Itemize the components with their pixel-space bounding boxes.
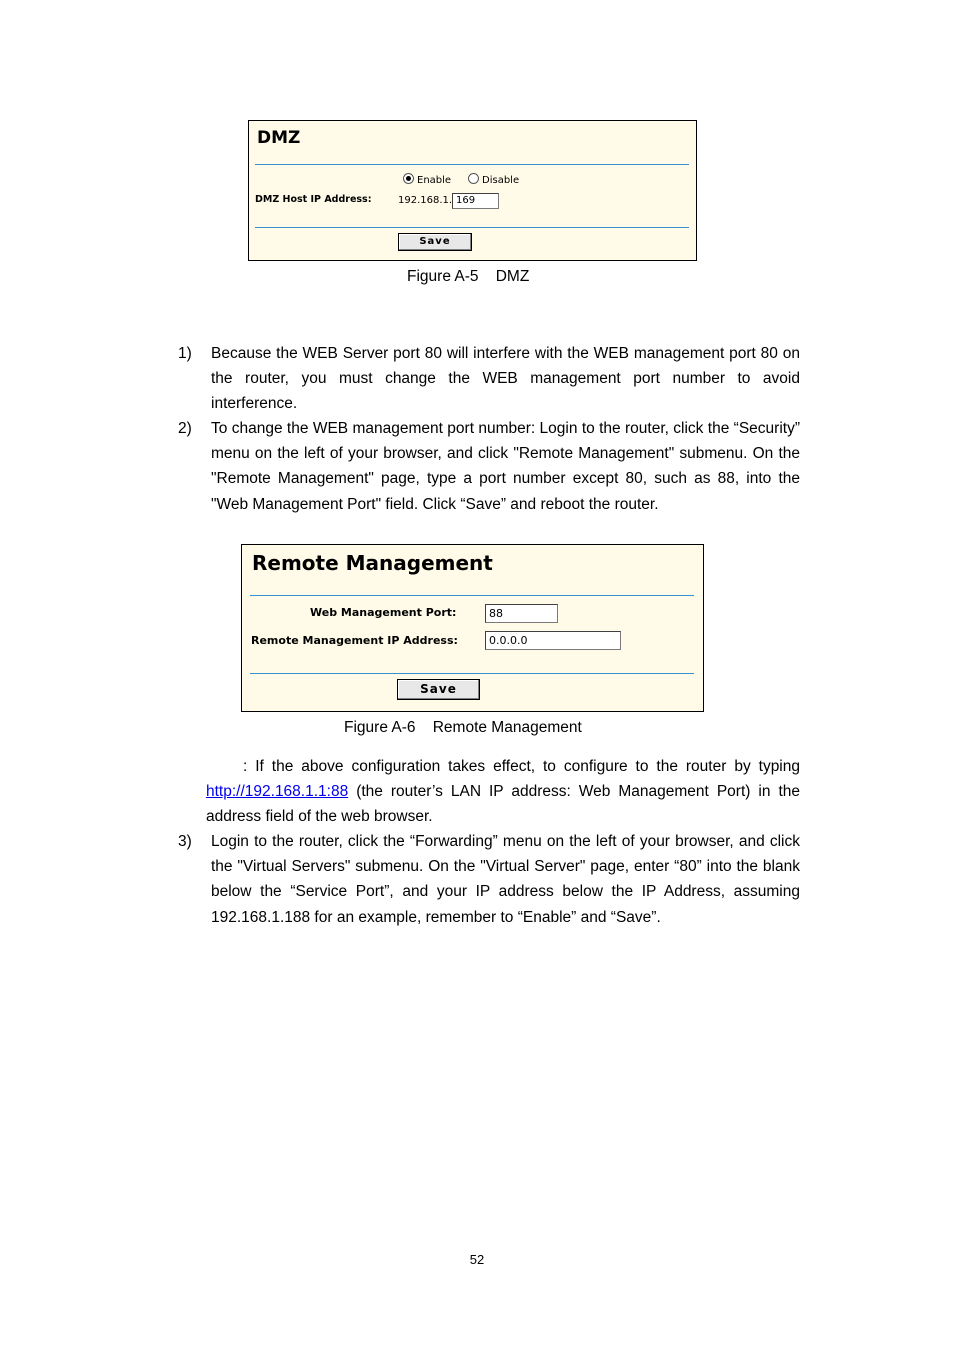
dmz-top-divider: [255, 164, 689, 165]
disable-radio-icon[interactable]: [468, 173, 479, 184]
step-2-number: 2): [178, 420, 192, 437]
enable-label: Enable: [417, 175, 452, 186]
enable-radio-icon[interactable]: [403, 173, 414, 184]
figure-a5-caption: Figure A-5 DMZ: [407, 268, 530, 285]
note-paragraph: [206, 754, 800, 830]
note-lead-text: : If the above configuration takes effect, to configure to the router by typing: [243, 758, 800, 775]
remote-management-title: Remote Management: [252, 551, 493, 575]
dmz-host-ip-last-octet-input[interactable]: 169: [452, 193, 499, 209]
step-3-number: 3): [178, 833, 192, 850]
remote-bottom-divider: [250, 673, 694, 674]
dmz-ip-prefix: 192.168.1.: [398, 195, 453, 206]
step-1-text: Because the WEB Server port 80 will interfere with the WEB management port 80 on the router, you must change the WEB management port number to avoid interference.: [211, 345, 800, 413]
note-trail-text: (the router’s LAN IP address: Web Management Port) in the address field of the web browser.: [206, 783, 800, 826]
dmz-bottom-divider: [255, 227, 689, 228]
step-1-number: 1): [178, 345, 192, 362]
dmz-panel-title: DMZ: [257, 128, 301, 148]
web-management-port-input[interactable]: 88: [485, 604, 558, 623]
dmz-enable-option[interactable]: [403, 173, 451, 186]
dmz-host-ip-label: DMZ Host IP Address:: [255, 194, 372, 205]
dmz-save-button[interactable]: Save: [398, 233, 472, 251]
figure-a6-caption: Figure A-6 Remote Management: [344, 719, 582, 736]
remote-management-panel: [241, 544, 704, 712]
page-number: 52: [469, 1252, 485, 1267]
disable-label: Disable: [482, 175, 520, 186]
step-3-text: Login to the router, click the “Forwarding” menu on the left of your browser, and click the "Virtual Servers" submenu. On the "Virtual Server" page, enter “80” into the blank below the “Service Port”, and your IP address below the IP Address, assuming 192.168.1.188 for an example, remember to “Enable” and “Save”.: [211, 833, 800, 926]
remote-top-divider: [250, 595, 694, 596]
dmz-disable-option[interactable]: [468, 173, 519, 186]
remote-save-button[interactable]: Save: [397, 679, 480, 700]
step-2-text: To change the WEB management port number: Login to the router, click the “Security” menu on the left of your browser, and click "Remote Management" submenu. On the "Remote Management" page, type a port number except 80, such as 88, into the "Web Management Port" field. Click “Save” and reboot the router.: [211, 420, 800, 513]
dmz-panel: [248, 120, 697, 261]
router-url-link[interactable]: http://192.168.1.1:88: [206, 783, 349, 801]
web-management-port-label: Web Management Port:: [310, 606, 457, 619]
remote-management-ip-label: Remote Management IP Address:: [251, 634, 458, 647]
remote-management-ip-input[interactable]: 0.0.0.0: [485, 631, 621, 650]
